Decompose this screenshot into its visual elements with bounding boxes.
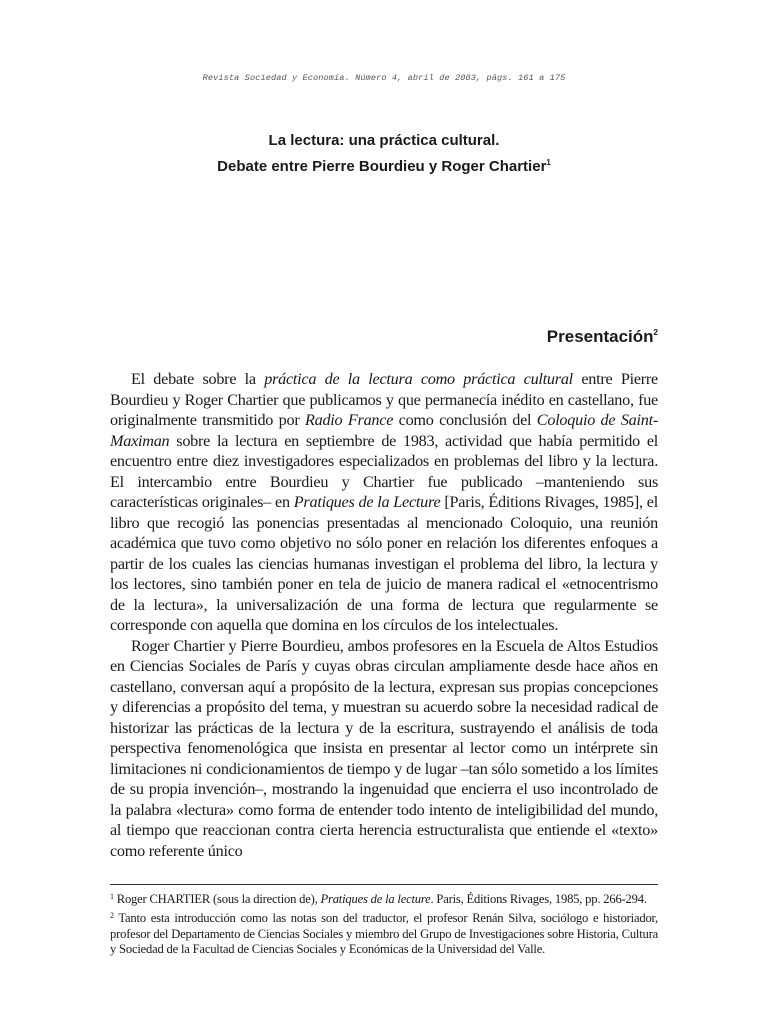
footnote-1-title: Pratiques de la lecture xyxy=(320,892,431,906)
footnote-ref-2[interactable]: 2 xyxy=(653,328,658,337)
footnote-divider xyxy=(110,884,658,885)
running-head: Revista Sociedad y Economía. Número 4, abril de 2003, págs. 161 a 175 xyxy=(202,73,566,83)
footnotes xyxy=(110,889,658,958)
footnote-ref-1[interactable]: 1 xyxy=(546,158,551,167)
section-heading-text: Presentación xyxy=(546,327,654,346)
footnote-1-text: . Paris, Éditions Rivages, 1985, pp. 266-294. xyxy=(430,892,647,906)
paragraph-1 xyxy=(110,369,658,636)
body-text xyxy=(110,369,658,861)
paragraph-1-text: [Paris, Éditions Rivages, 1985], el libro que recogió las ponencias presentadas al mencionado Coloquio, una reunión académica que tuvo como objetivo no sólo poner en relación los diferentes enfoques a partir de los cuales las ciencias humanas investigan el problema del libro, la lectura y los lectores, sino también poner en tela de juicio de manera radical el «etnocentrismo de la lectura», la universalización de una forma de lectura que regularmente se corresponde con aquella que domina en los círculos de los intelectuales. xyxy=(110,493,658,634)
title-line-1: La lectura: una práctica cultural. xyxy=(268,132,500,149)
footnote-1-mark: 1 xyxy=(110,892,114,901)
italic-phrase: Coloquio de Saint-Maximan xyxy=(110,411,659,450)
article-title xyxy=(0,130,768,178)
footnote-1-text: Roger CHARTIER (sous la direction de), xyxy=(113,892,321,906)
footnote-1 xyxy=(110,889,658,908)
italic-phrase: Pratiques de la Lecture xyxy=(293,493,441,511)
paragraph-1-text: El debate sobre la xyxy=(131,370,265,388)
italic-phrase: práctica de la lectura como práctica cultural xyxy=(264,370,573,388)
footnote-2 xyxy=(110,908,658,958)
footnote-2-mark: 2 xyxy=(110,910,114,920)
paragraph-2: Roger Chartier y Pierre Bourdieu, ambos profesores en la Escuela de Altos Estudios en Ciencias Sociales de París y cuyas obras circulan ampliamente desde hace años en castellano, conversan aquí a propósito de la lectura, expresan sus propias concepciones y diferencias a propósito del tema, y muestran su acuerdo sobre la necesidad radical de historizar las prácticas de la lectura y de la escritura, sustrayendo el análisis de toda perspectiva fenomenológica que insista en presentar al lector como un intérprete sin limitaciones ni condicionamientos de tiempo y de lugar –tan sólo sometido a los límites de su propia invención–, mostrando la ingenuidad que encierra el uso incontrolado de la palabra «lectura» como forma de entender todo intento de inteligibilidad del mundo, al tiempo que reaccionan contra cierta herencia estructuralista que entiende el «texto» como referente único xyxy=(110,636,658,860)
italic-phrase: Radio France xyxy=(304,411,394,429)
title-line-2-text: Debate entre Pierre Bourdieu y Roger Chartier xyxy=(217,158,547,175)
section-heading xyxy=(547,327,658,347)
paragraph-1-text: como conclusión del xyxy=(393,411,537,429)
footnote-2-text: Tanto esta introducción como las notas son del traductor, el profesor Renán Silva, sociólogo e historiador, profesor del Departamento de Ciencias Sociales y miembro del Grupo de Investigaciones sobre Historia, Cultura y Sociedad de la Facultad de Ciencias Sociales y Económicas de la Universidad del Valle. xyxy=(110,910,658,957)
title-line-2 xyxy=(0,152,768,178)
paragraph-1-text: sobre la lectura en septiembre de 1983, actividad que había permitido el encuentro entre diez investigadores especializados en problemas del libro y la lectura. El intercambio entre Bourdieu y Chartier fue publicado –manteniendo sus características originales– en xyxy=(110,431,658,511)
paragraph-1-text: entre Pierre Bourdieu y Roger Chartier que publicamos y que permanecía inédito en castellano, fue originalmente transmitido por xyxy=(110,370,658,429)
